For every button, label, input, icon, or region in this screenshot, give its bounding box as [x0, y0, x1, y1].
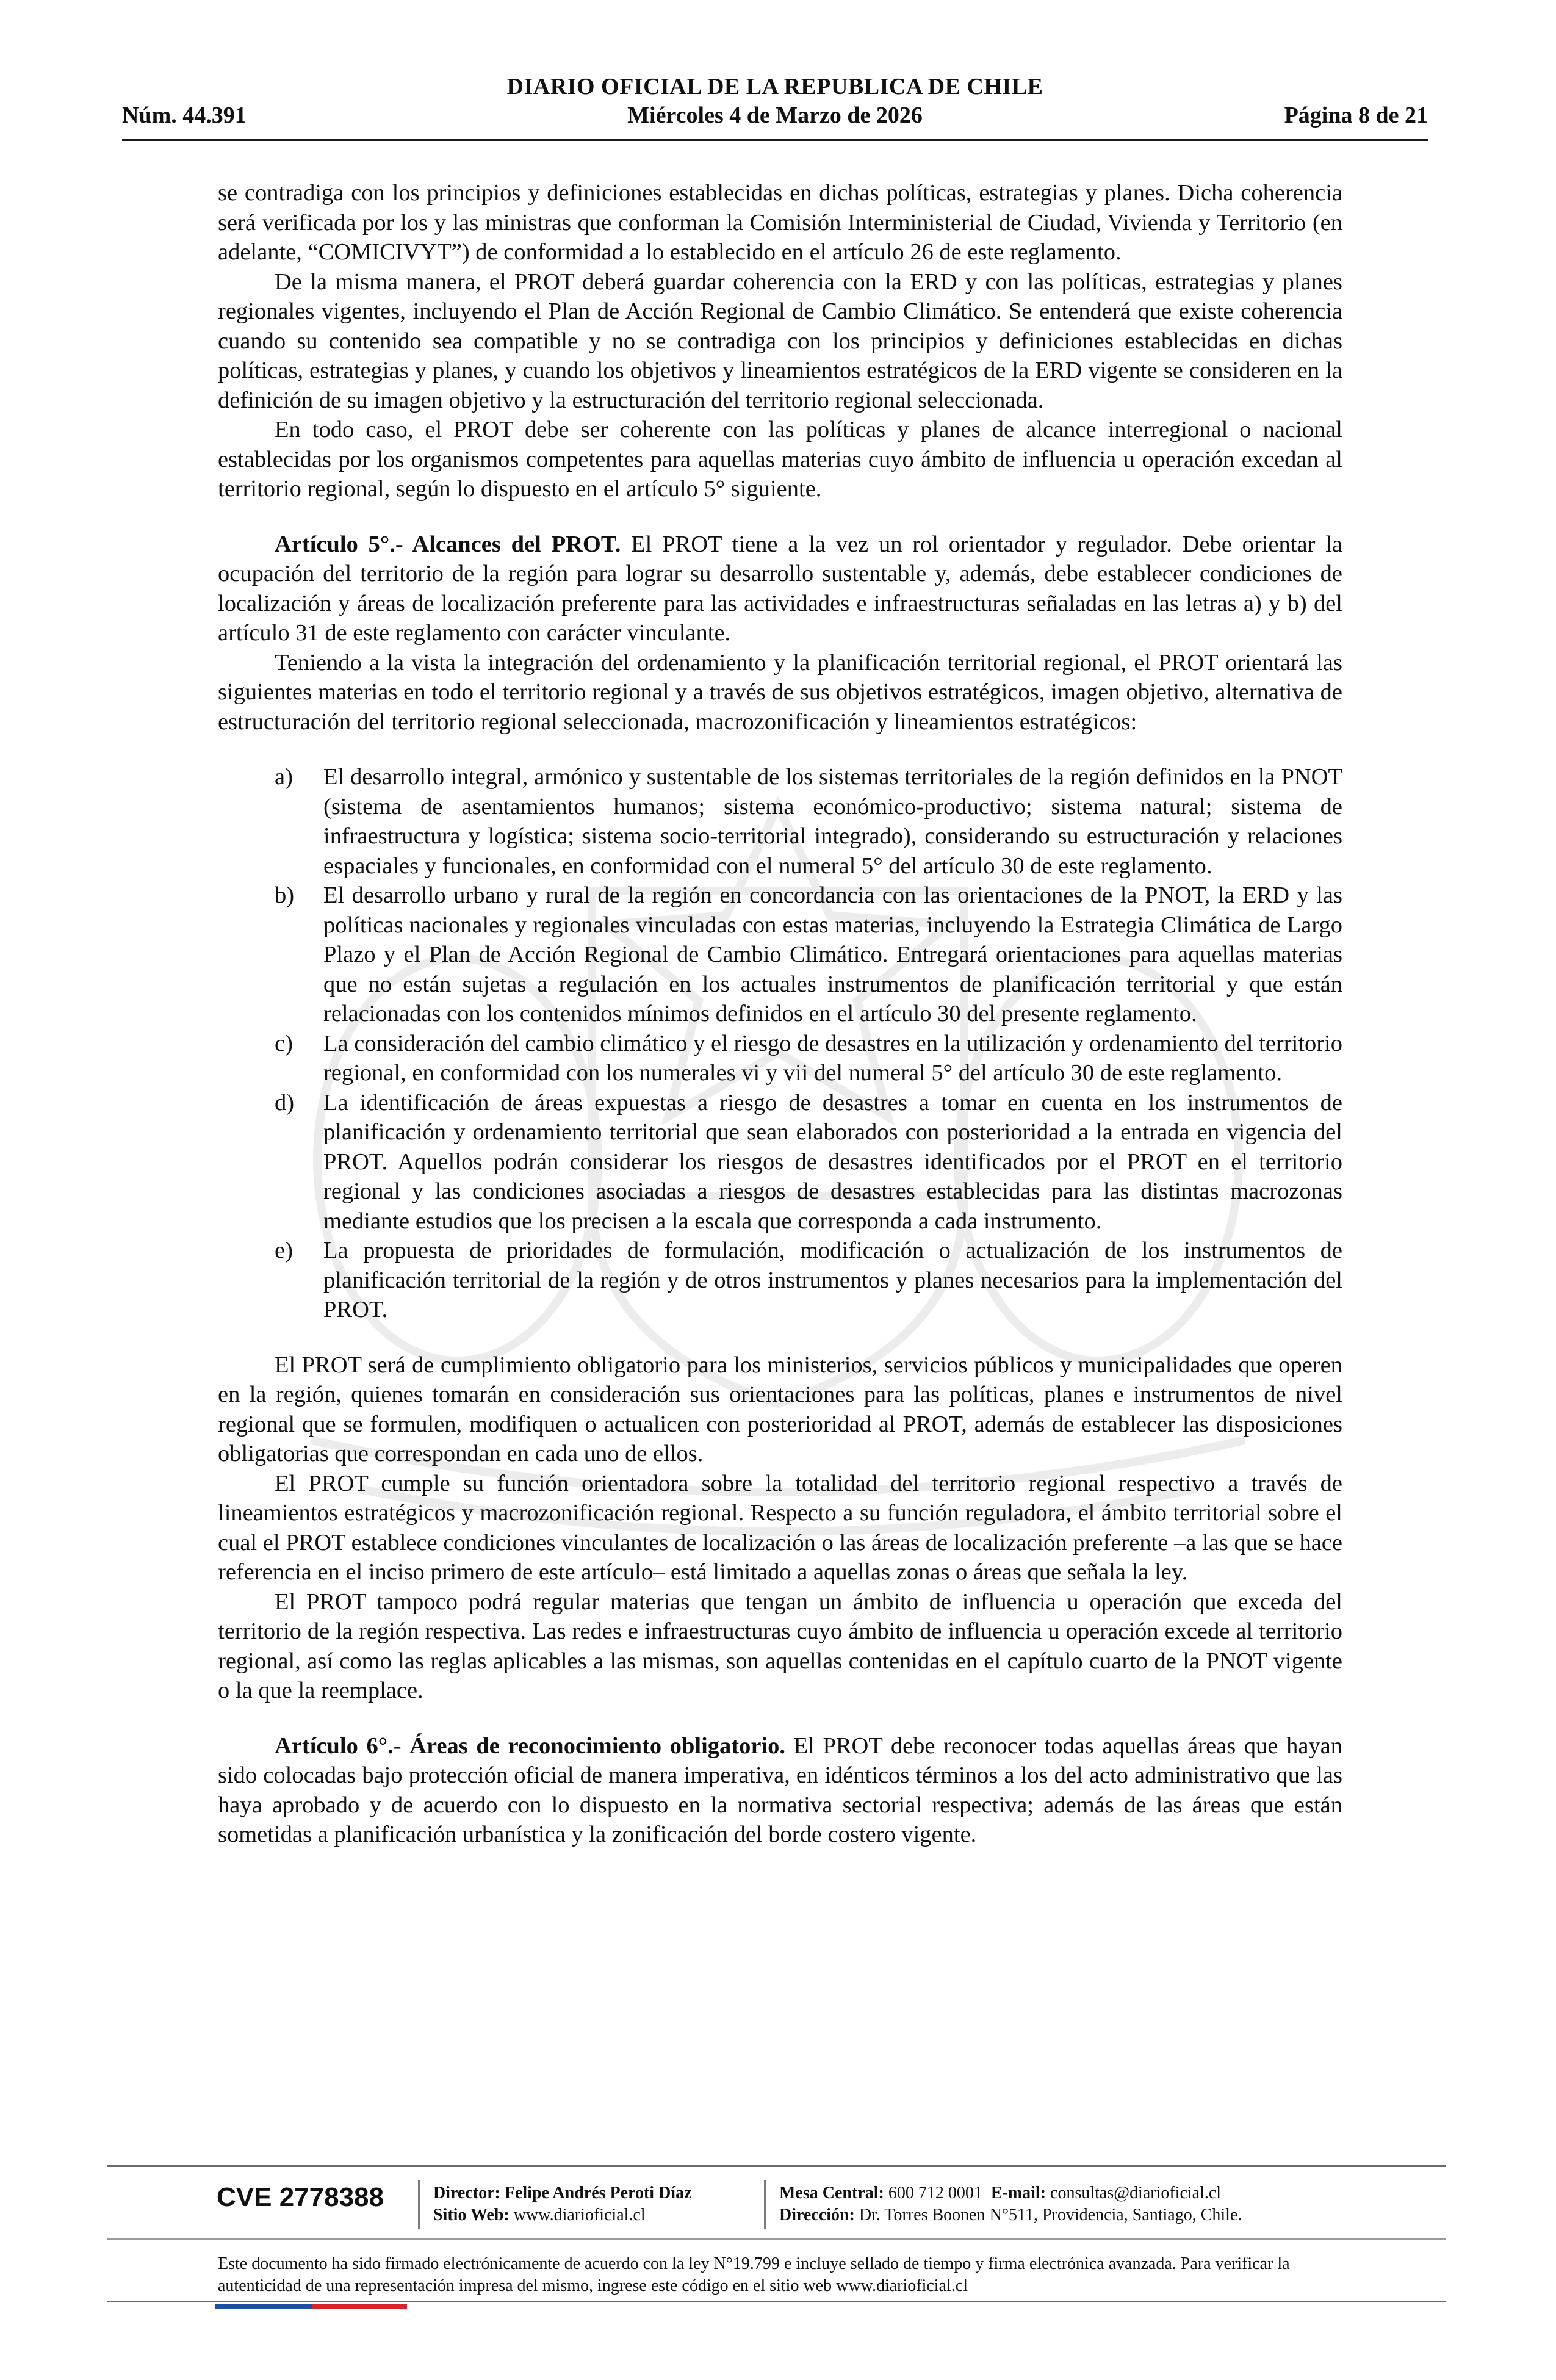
- issue-date: Miércoles 4 de Marzo de 2026: [627, 103, 923, 128]
- email-link[interactable]: consultas@diarioficial.cl: [1050, 2183, 1222, 2202]
- article-5-text: El PROT tiene a la vez un rol orientador y regulador. Debe orientar la ocupación del territorio de la región para lograr su desarrollo sustentable y, además, debe establecer condiciones de localización y áreas de localización preferente para las actividades e infraestructuras señaladas en las letras a) y b) del artículo 31 de este reglamento con carácter vinculante.: [218, 531, 1342, 646]
- list-item: [218, 1029, 1342, 1088]
- website-label: Sitio Web:: [433, 2205, 510, 2224]
- list-item-text: La consideración del cambio climático y el riesgo de desastres en la utilización y ordenamiento del territorio regional, en conformidad con los numerales vi y vii del numeral 5° del artículo 30 de este reglamento.: [323, 1030, 1342, 1086]
- article-5-paragraph: [218, 530, 1342, 648]
- list-item-label: e): [275, 1238, 293, 1263]
- list-item: [218, 1088, 1342, 1236]
- footer-divider: [418, 2180, 420, 2229]
- contact-line: [779, 2182, 1242, 2204]
- address-label: Dirección:: [779, 2205, 855, 2224]
- article-6-heading: Artículo 6°.- Áreas de reconocimiento obligatorio.: [275, 1733, 785, 1759]
- address-line: [779, 2204, 1242, 2226]
- article-6-paragraph: [218, 1731, 1342, 1850]
- footer-top-rule: [107, 2165, 1446, 2167]
- legal-notice: Este documento ha sido firmado electrónicamente de acuerdo con la ley N°19.799 e incluye sellado de tiempo y firma electrónica avanzada. Para verificar la autenticidad de una representación impresa del mismo, ingrese este código en el sitio web www.diarioficial.cl: [218, 2254, 1290, 2295]
- paragraph: se contradiga con los principios y definiciones establecidas en dichas políticas, estrategias y planes. Dicha coherencia será verificada por los y las ministras que conforman la Comisión Interministerial de Ciudad, Vivienda y Territorio (en adelante, “COMICIVYT”) de conformidad a lo establecido en el artículo 26 de este reglamento.: [218, 180, 1342, 265]
- footer-bottom-rule: [107, 2301, 1446, 2302]
- director-line: [433, 2182, 692, 2204]
- document-body: [218, 178, 1342, 1850]
- website-line: [433, 2204, 692, 2226]
- header-rule: [122, 139, 1428, 141]
- footer-mid-rule: [107, 2238, 1446, 2240]
- page-header: [122, 73, 1428, 150]
- list-item: [218, 762, 1342, 881]
- paragraph: En todo caso, el PROT debe ser coherente con las políticas y planes de alcance interregional o nacional establecidas por los organismos competentes para aquellas materias cuyo ámbito de influencia u operación excedan al territorio regional, según lo dispuesto en el artículo 5° siguiente.: [218, 417, 1342, 502]
- paragraph: El PROT cumple su función orientadora sobre la totalidad del territorio regional respectivo a través de lineamientos estratégicos y macrozonificación regional. Respecto a su función reguladora, el ámbito territorial sobre el cual el PROT establece condiciones vinculantes de localización o las áreas de localización preferente –a las que se hace referencia en el inciso primero de este artículo– está limitado a aquellas zonas o áreas que señala la ley.: [218, 1470, 1342, 1585]
- footer-contact-block: [779, 2182, 1242, 2226]
- issue-number: Núm. 44.391: [122, 103, 247, 128]
- director-label: Director:: [433, 2183, 500, 2202]
- paragraph: El PROT tampoco podrá regular materias que tengan un ámbito de influencia u operación que exceda del territorio de la región respectiva. Las redes e infraestructuras cuyo ámbito de influencia u operación excede al territorio regional, así como las reglas aplicables a las mismas, son aquellas contenidas en el capítulo cuarto de la PNOT vigente o la que la reemplace.: [218, 1588, 1342, 1703]
- article-5-heading: Artículo 5°.- Alcances del PROT.: [275, 531, 621, 557]
- email-label: E-mail:: [990, 2183, 1046, 2202]
- paragraph: El PROT será de cumplimiento obligatorio para los ministerios, servicios públicos y municipalidades que operen en la región, quienes tomarán en consideración sus orientaciones para las políticas, planes e instrumentos de nivel regional que se formulen, modifiquen o actualicen con posterioridad al PROT, además de establecer las disposiciones obligatorias que correspondan en cada uno de ellos.: [218, 1352, 1342, 1466]
- paragraph: Teniendo a la vista la integración del ordenamiento y la planificación territorial regional, el PROT orientará las siguientes materias en todo el territorio regional y a través de sus objetivos estratégicos, imagen objetivo, alternativa de estructuración del territorio regional seleccionada, macrozonificación y lineamientos estratégicos:: [218, 649, 1342, 735]
- page-indicator: Página 8 de 21: [1284, 103, 1428, 128]
- cve-code: CVE 2778388: [217, 2182, 384, 2212]
- list-item-label: b): [275, 882, 295, 908]
- list-item-label: c): [275, 1030, 293, 1056]
- flag-stripe-red: [312, 2304, 407, 2309]
- list-item-text: El desarrollo integral, armónico y sustentable de los sistemas territoriales de la región definidos en la PNOT (sistema de asentamientos humanos; sistema económico-productivo; sistema natural; sistema de infraestructura y logística; sistema socio-territorial integrado), considerando su estructuración y relaciones espaciales y funcionales, en conformidad con el numeral 5° del artículo 30 de este reglamento.: [323, 764, 1342, 879]
- article-6-text: El PROT debe reconocer todas aquellas áreas que hayan sido colocadas bajo protección oficial de manera imperativa, en idénticos términos a los del acto administrativo que las haya aprobado y de acuerdo con lo dispuesto en la normativa sectorial respectiva; además de las áreas que están sometidas a planificación urbanística y la zonificación del borde costero vigente.: [218, 1733, 1342, 1847]
- mesa-label: Mesa Central:: [779, 2183, 884, 2202]
- website-link[interactable]: www.diarioficial.cl: [513, 2205, 646, 2224]
- list-item: [218, 1236, 1342, 1325]
- paragraph: De la misma manera, el PROT deberá guardar coherencia con la ERD y con las políticas, estrategias y planes regionales vigentes, incluyendo el Plan de Acción Regional de Cambio Climático. Se entenderá que existe coherencia cuando su contenido sea compatible y no se contradiga con los principios y definiciones establecidas en dichas políticas, estrategias y planes, y cuando los objetivos y lineamientos estratégicos de la ERD vigente se consideren en la definición de su imagen objetivo y la estructuración del territorio regional seleccionada.: [218, 269, 1342, 413]
- lettered-list: [218, 762, 1342, 1325]
- list-item-label: d): [275, 1089, 295, 1116]
- list-item-text: La propuesta de prioridades de formulación, modificación o actualización de los instrumentos de planificación territorial de la región y de otros instrumentos y planes necesarios para la implementación del PROT.: [323, 1238, 1342, 1322]
- footer-director-block: [433, 2182, 692, 2226]
- list-item: [218, 881, 1342, 1029]
- address-value: Dr. Torres Boonen N°511, Providencia, Santiago, Chile.: [859, 2205, 1242, 2224]
- list-item-label: a): [275, 764, 293, 790]
- flag-stripe-blue: [215, 2304, 312, 2309]
- mesa-phone: 600 712 0001: [888, 2183, 982, 2202]
- publication-title: DIARIO OFICIAL DE LA REPUBLICA DE CHILE: [506, 74, 1043, 99]
- list-item-text: El desarrollo urbano y rural de la región en concordancia con las orientaciones de la PNOT, la ERD y las políticas nacionales y regionales vinculadas con estas materias, incluyendo la Estrategia Climática de Largo Plazo y el Plan de Acción Regional de Cambio Climático. Entregará orientaciones para aquellas materias que no están sujetas a regulación en los actuales instrumentos de planificación territorial y que están relacionadas con los contenidos mínimos definidos en el artículo 30 del presente reglamento.: [323, 882, 1342, 1026]
- director-name: Felipe Andrés Peroti Díaz: [504, 2183, 692, 2202]
- footer-divider: [764, 2180, 766, 2229]
- list-item-text: La identificación de áreas expuestas a riesgo de desastres a tomar en cuenta en los instrumentos de planificación y ordenamiento territorial que sean elaborados con posterioridad a la entrada en vigencia del PROT. Aquellos podrán considerar los riesgos de desastres identificados por el PROT en el territorio regional y las condiciones asociadas a riesgos de desastres establecidas para las distintas macrozonas mediante estudios que los precisen a la escala que corresponda a cada instrumento.: [323, 1089, 1342, 1234]
